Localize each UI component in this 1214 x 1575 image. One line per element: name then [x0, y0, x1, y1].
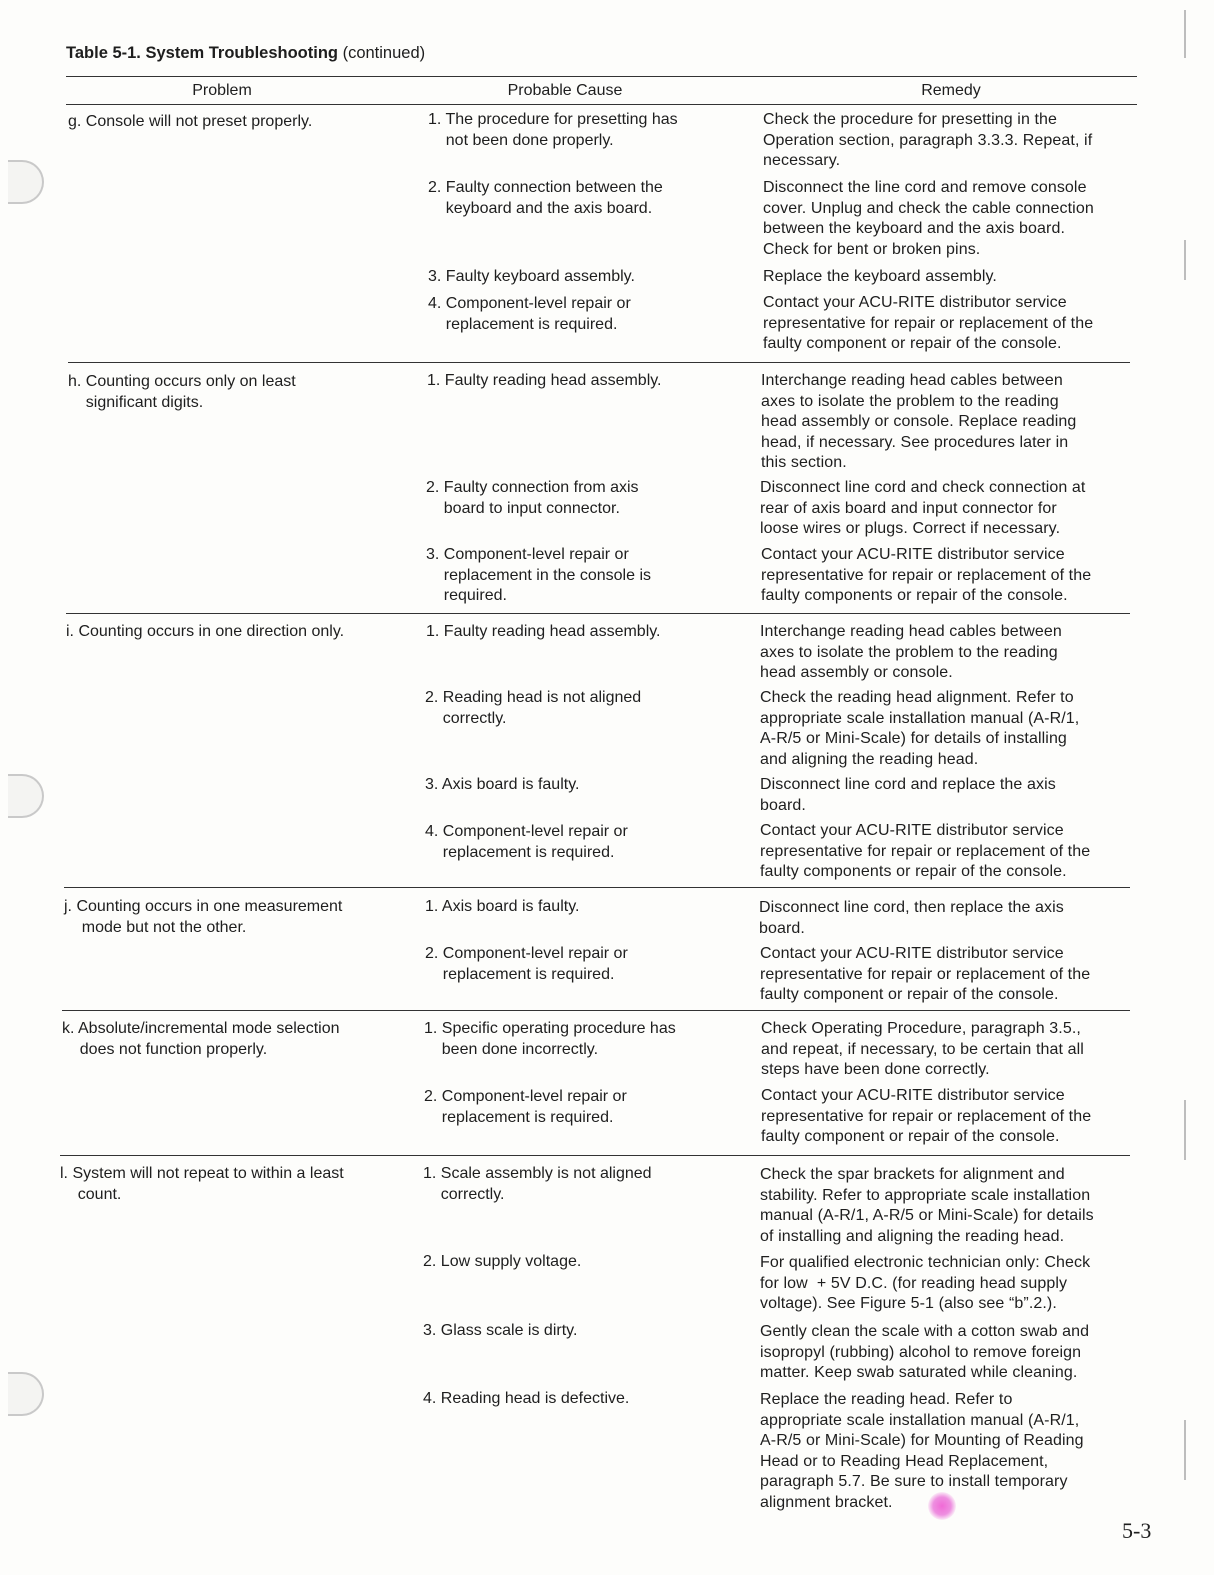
- remedy-text: Disconnect the line cord and remove console cover. Unplug and check the cable connection between the keyboard and the axis board. Check for bent or broken pins.: [763, 179, 1094, 258]
- remedy-text: Interchange reading head cables between axes to isolate the problem to the reading head assembly or console.: [760, 623, 1062, 681]
- cause-text: 2. Component-level repair or replacement is required.: [424, 1088, 627, 1126]
- cause-text: 2. Faulty connection from axis board to input connector.: [426, 479, 639, 517]
- cause-text: 1. Scale assembly is not aligned correctly.: [423, 1165, 652, 1203]
- remedy-text: Interchange reading head cables between axes to isolate the problem to the reading head assembly or console. Replace reading head, if necessary. See procedures later in this section.: [761, 372, 1077, 471]
- table-top-rule: [66, 76, 1137, 77]
- cause-text: 3. Glass scale is dirty.: [423, 1322, 578, 1339]
- cause-text: 2. Component-level repair or replacement is required.: [425, 945, 628, 983]
- problem-text: h. Counting occurs only on least significant digits.: [68, 373, 296, 411]
- problem-text: k. Absolute/incremental mode selection does not function properly.: [62, 1020, 340, 1058]
- cause-text: 4. Component-level repair or replacement is required.: [428, 295, 631, 333]
- row-separator: [60, 1155, 1130, 1156]
- cause-text: 1. Axis board is faulty.: [425, 898, 580, 915]
- cause-text: 2. Reading head is not aligned correctly.: [425, 689, 642, 727]
- remedy-text: Disconnect line cord and replace the axis board.: [760, 776, 1056, 814]
- scan-edge-mark: [1184, 1100, 1186, 1160]
- table-title: [66, 44, 425, 63]
- cause-text: 3. Faulty keyboard assembly.: [428, 268, 635, 285]
- scan-edge-mark: [1184, 1420, 1186, 1480]
- cause-text: 4. Component-level repair or replacement is required.: [425, 823, 628, 861]
- row-separator: [68, 362, 1130, 363]
- remedy-text: Check Operating Procedure, paragraph 3.5., and repeat, if necessary, to be certain that all steps have been done correctly.: [761, 1020, 1084, 1078]
- cause-text: 2. Faulty connection between the keyboard and the axis board.: [428, 179, 663, 217]
- column-header-cause: Probable Cause: [507, 82, 623, 99]
- cause-text: 1. Faulty reading head assembly.: [426, 623, 661, 640]
- ink-stain: [928, 1492, 956, 1520]
- remedy-text: Contact your ACU-RITE distributor service representative for repair or replacement of the faulty component or repair of the console.: [763, 294, 1094, 352]
- row-separator: [66, 613, 1130, 614]
- table-title-suffix: (continued): [338, 44, 426, 62]
- header-rule: [66, 104, 1137, 105]
- page-number: 5-3: [1122, 1518, 1152, 1543]
- remedy-text: Check the reading head alignment. Refer to appropriate scale installation manual (A-R/1, A-R/5 or Mini-Scale) for details of installing and aligning the reading head.: [760, 689, 1080, 768]
- cause-text: 4. Reading head is defective.: [423, 1390, 630, 1407]
- remedy-text: Disconnect line cord and check connection at rear of axis board and input connector for loose wires or plugs. Correct if necessary.: [760, 479, 1086, 537]
- scan-edge-mark: [1184, 240, 1186, 280]
- binder-hole-top: [8, 160, 44, 204]
- remedy-text: Contact your ACU-RITE distributor service representative for repair or replacement of the faulty components or repair of the console.: [761, 546, 1092, 604]
- remedy-text: Replace the keyboard assembly.: [763, 268, 997, 285]
- remedy-text: Disconnect line cord, then replace the axis board.: [759, 899, 1064, 937]
- binder-hole-bottom: [8, 1372, 44, 1416]
- remedy-text: Contact your ACU-RITE distributor service representative for repair or replacement of the faulty component or repair of the console.: [761, 1087, 1092, 1145]
- remedy-text: Gently clean the scale with a cotton swab and isopropyl (rubbing) alcohol to remove foreign matter. Keep swab saturated while cleaning.: [760, 1323, 1090, 1381]
- scan-edge-mark: [1184, 10, 1186, 58]
- remedy-text: Contact your ACU-RITE distributor service representative for repair or replacement of the faulty components or repair of the console.: [760, 822, 1091, 880]
- cause-text: 3. Component-level repair or replacement in the console is required.: [426, 546, 652, 604]
- row-separator: [64, 887, 1130, 888]
- problem-text: i. Counting occurs in one direction only.: [66, 623, 345, 640]
- cause-text: 3. Axis board is faulty.: [425, 776, 580, 793]
- column-header-remedy: Remedy: [921, 82, 981, 99]
- cause-text: 2. Low supply voltage.: [423, 1253, 582, 1270]
- column-header-problem: Problem: [192, 82, 252, 99]
- problem-text: l. System will not repeat to within a least count.: [60, 1165, 344, 1203]
- remedy-text: Check the procedure for presetting in the Operation section, paragraph 3.3.3. Repeat, if necessary.: [763, 111, 1093, 169]
- remedy-text: Check the spar brackets for alignment and stability. Refer to appropriate scale installation manual (A-R/1, A-R/5 or Mini-Scale) for details of installing and aligning the reading head.: [760, 1166, 1094, 1245]
- problem-text: j. Counting occurs in one measurement mode but not the other.: [64, 898, 343, 936]
- cause-text: 1. Specific operating procedure has been done incorrectly.: [424, 1020, 676, 1058]
- problem-text: g. Console will not preset properly.: [68, 113, 313, 130]
- cause-text: 1. Faulty reading head assembly.: [427, 372, 662, 389]
- remedy-text: For qualified electronic technician only: Check for low + 5V D.C. (for reading head supply voltage). See Figure 5-1 (also see “b”.2.).: [760, 1254, 1091, 1312]
- remedy-text: Contact your ACU-RITE distributor service representative for repair or replacement of the faulty component or repair of the console.: [760, 945, 1091, 1003]
- row-separator: [62, 1010, 1130, 1011]
- table-title-main: Table 5-1. System Troubleshooting: [66, 44, 338, 62]
- cause-text: 1. The procedure for presetting has not been done properly.: [428, 111, 678, 149]
- binder-hole-middle: [8, 774, 44, 818]
- remedy-text: Replace the reading head. Refer to appropriate scale installation manual (A-R/1, A-R/5 or Mini-Scale) for Mounting of Reading Head or to Reading Head Replacement, paragraph 5.7. Be sure to install temporary alignment bracket.: [760, 1391, 1084, 1511]
